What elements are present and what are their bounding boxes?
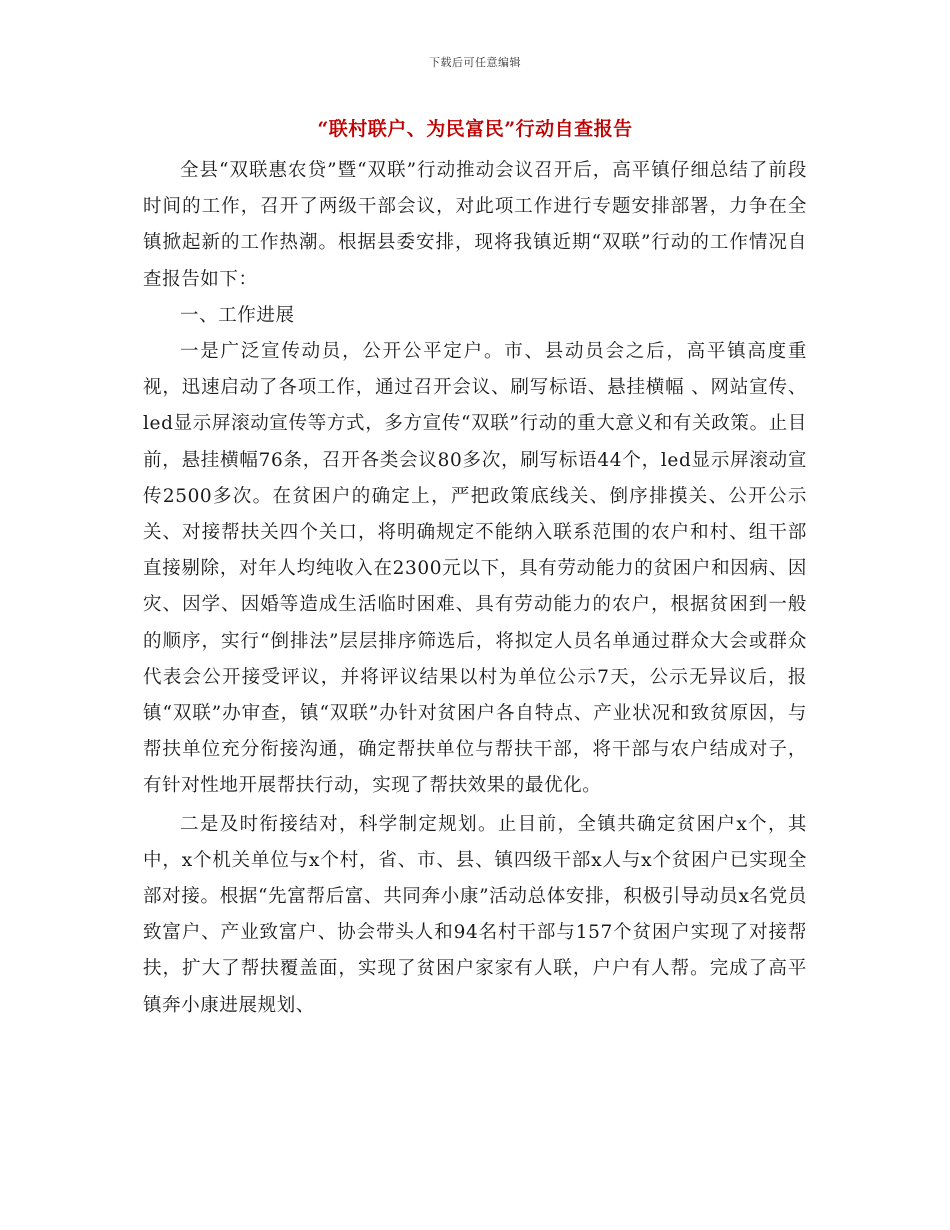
- intro-paragraph: 全县“双联惠农贷”暨“双联”行动推动会议召开后，高平镇仔细总结了前段时间的工作，召开了两级干部会议，对此项工作进行专题安排部署，力争在全镇掀起新的工作热潮。根据县委安排，现将我镇近期“双联”行动的工作情况自查报告如下：: [143, 160, 807, 290]
- section-heading: 一、工作进展: [180, 304, 295, 326]
- header-note: 下载后可任意编辑: [429, 56, 521, 69]
- document-body: [143, 153, 807, 1024]
- body-paragraph-1: 一是广泛宣传动员，公开公平定户。市、县动员会之后，高平镇高度重视，迅速启动了各项工作，通过召开会议、刷写标语、悬挂横幅 、网站宣传、led显示屏滚动宣传等方式，多方宣传“双联”行动的重大意义和有关政策。止目前，悬挂横幅76条，召开各类会议80多次，刷写标语44个，led显示屏滚动宣传2500多次。在贫困户的确定上，严把政策底线关、倒序排摸关、公开公示关、对接帮扶关四个关口，将明确规定不能纳入联系范围的农户和村、组干部直接剔除，对年人均纯收入在2300元以下，具有劳动能力的贫困户和因病、因灾、因学、因婚等造成生活临时困难、具有劳动能力的农户，根据贫困到一般的顺序，实行“倒排法”层层排序筛选后，将拟定人员名单通过群众大会或群众代表会公开接受评议，并将评议结果以村为单位公示7天，公示无异议后，报镇“双联”办审查，镇“双联”办针对贫困户各自特点、产业状况和致贫原因，与帮扶单位充分衔接沟通，确定帮扶单位与帮扶干部，将干部与农户结成对子，有针对性地开展帮扶行动，实现了帮扶效果的最优化。: [143, 341, 807, 797]
- document-title: “联村联户、为民富民”行动自查报告: [317, 118, 633, 140]
- body-paragraph-2: 二是及时衔接结对，科学制定规划。止目前，全镇共确定贫困户x个，其中，x个机关单位与x个村，省、市、县、镇四级干部x人与x个贫困户已实现全部对接。根据“先富帮后富、共同奔小康”活动总体安排，积极引导动员x名党员致富户、产业致富户、协会带头人和94名村干部与157个贫困户实现了对接帮扶，扩大了帮扶覆盖面，实现了贫困户家家有人联，户户有人帮。完成了高平镇奔小康进展规划、: [143, 813, 807, 1016]
